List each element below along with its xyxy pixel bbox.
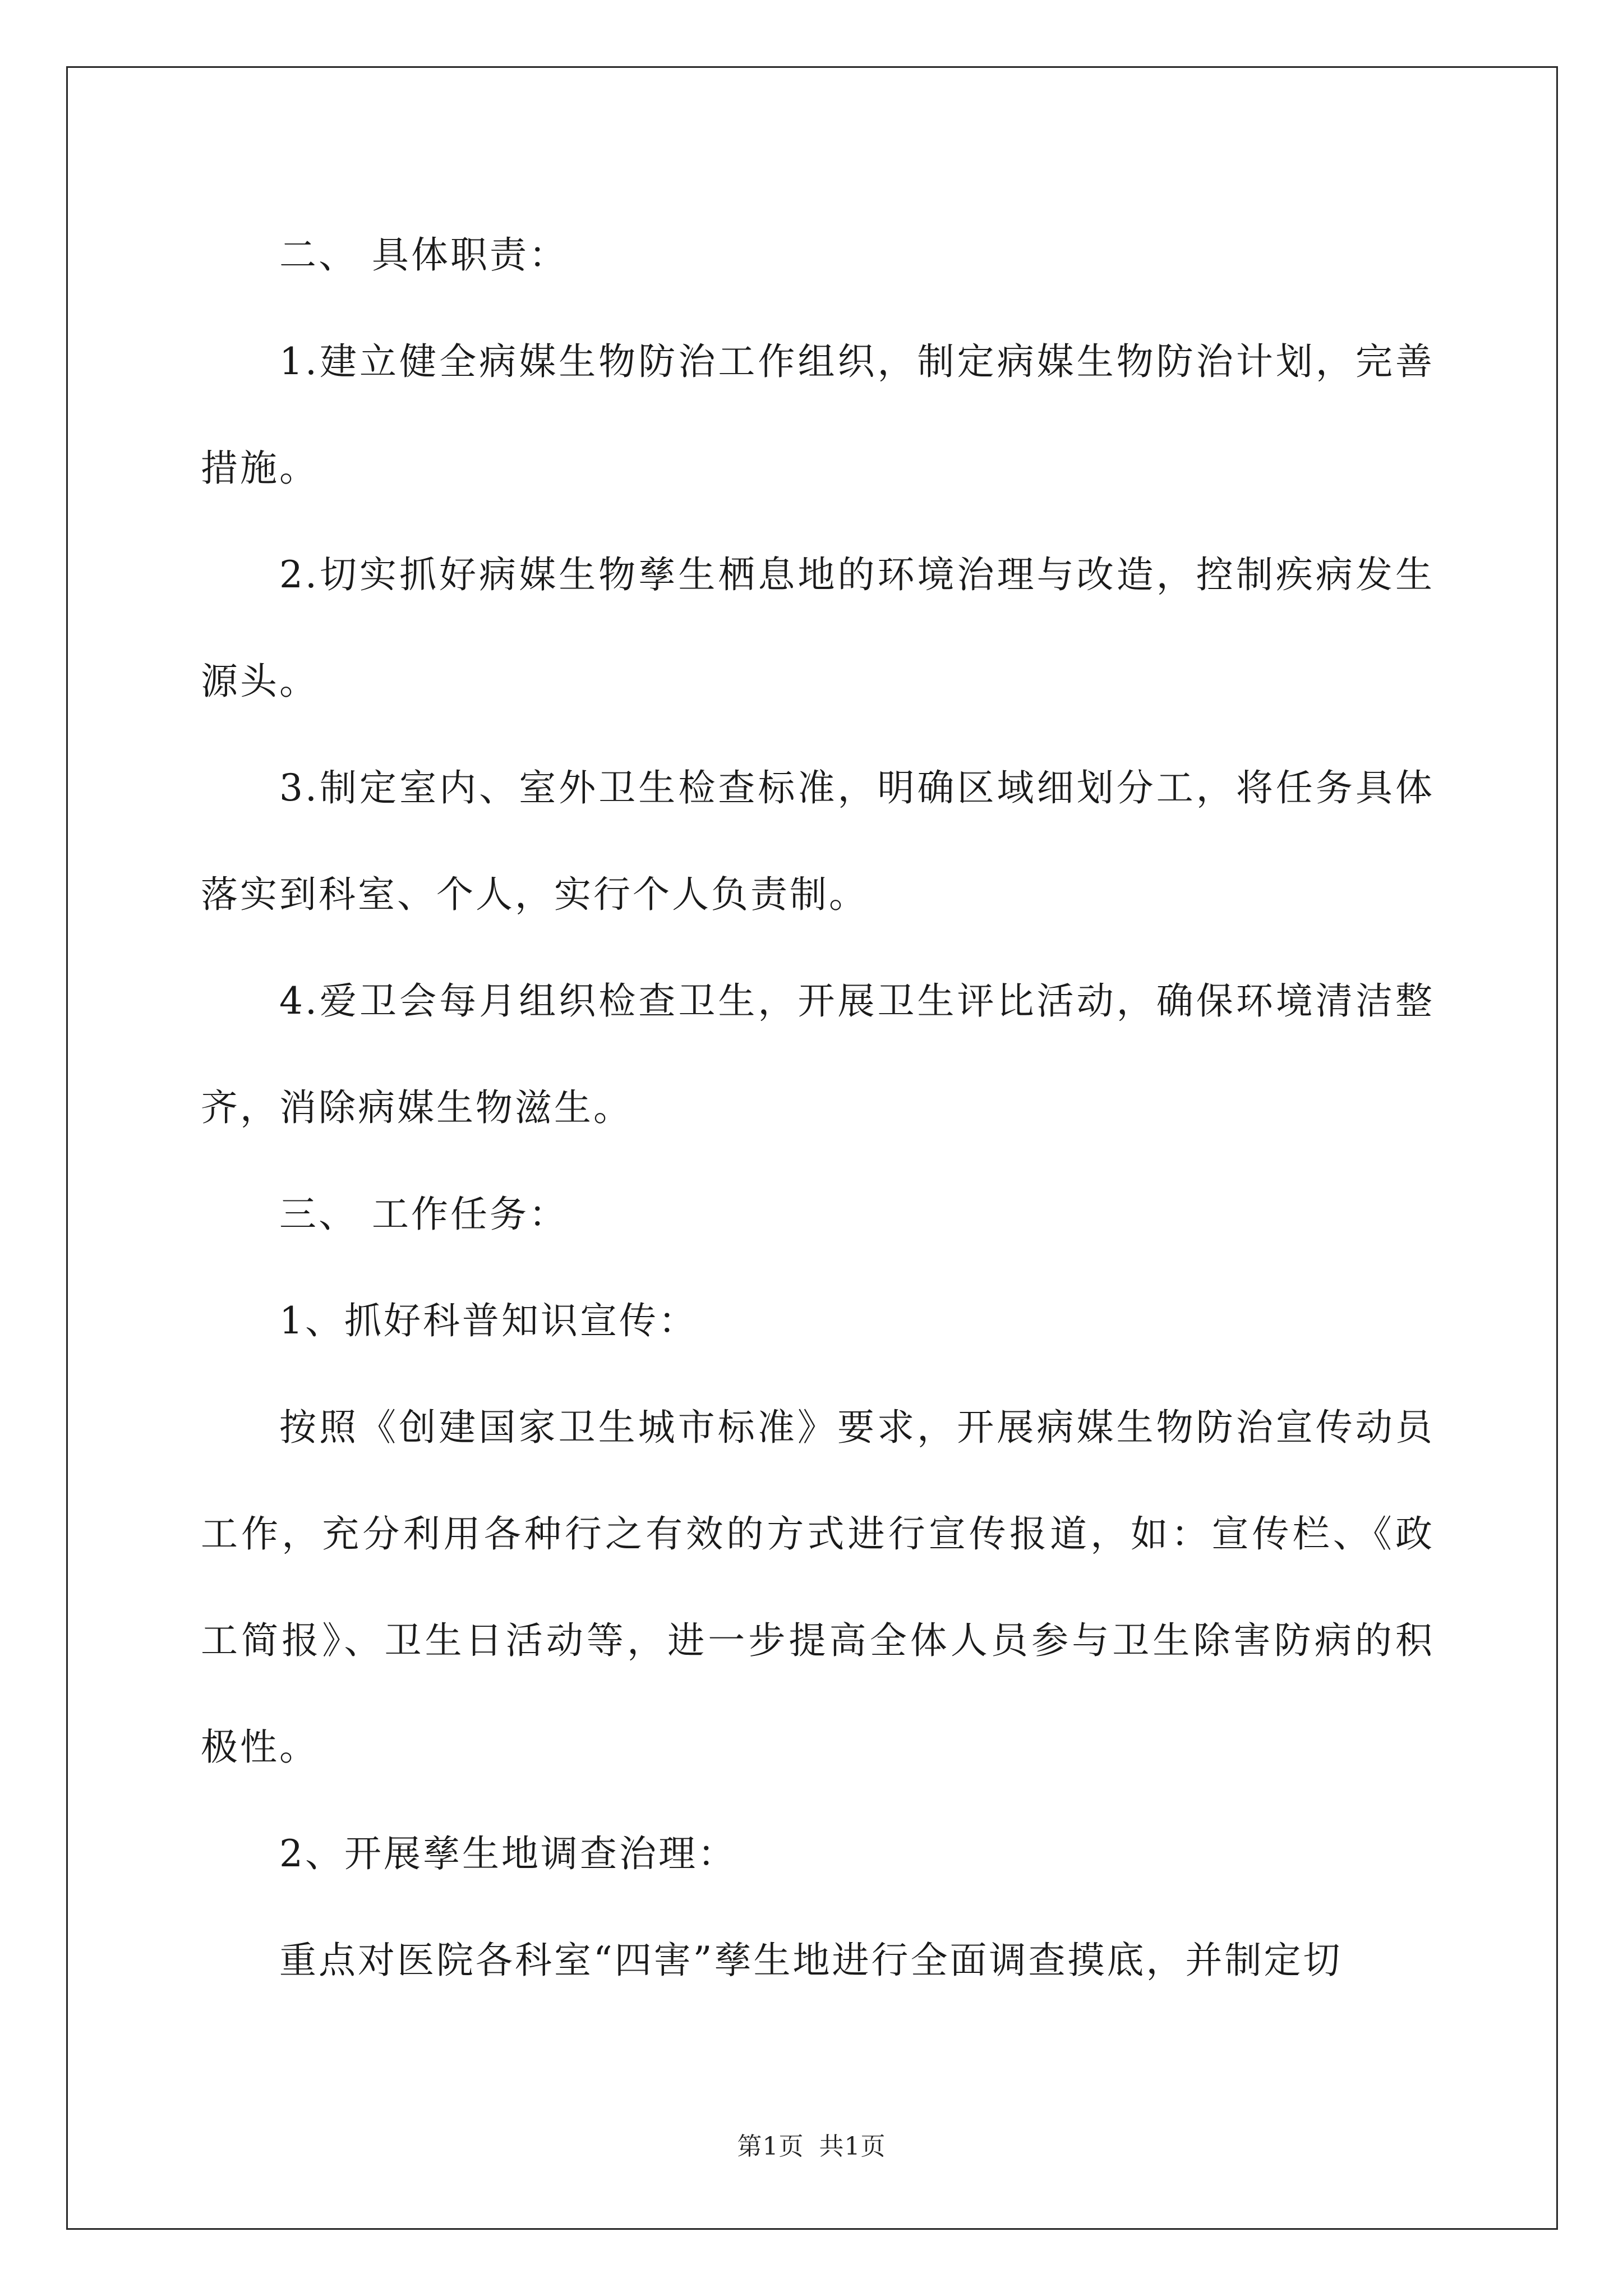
page-number-current: 第1页 bbox=[737, 2132, 804, 2161]
page-footer bbox=[0, 2126, 1623, 2162]
paragraph: 1.建立健全病媒生物防治工作组织，制定病媒生物防治计划，完善措施。 bbox=[201, 340, 1435, 490]
section-heading-tasks: 三、 工作任务： bbox=[279, 1193, 568, 1236]
paragraph: 重点对医院各科室“四害”孳生地进行全面调查摸底，并制定切 bbox=[279, 1939, 1343, 1982]
section-heading-duties: 二、 具体职责： bbox=[279, 233, 568, 277]
paragraph: 3.制定室内、室外卫生检查标准，明确区域细划分工，将任务具体落实到科室、个人，实行个人负责制。 bbox=[201, 766, 1435, 916]
paragraph: 按照《创建国家卫生城市标准》要求，开展病媒生物防治宣传动员工作，充分利用各种行之有效的方式进行宣传报道，如：宣传栏、《政工简报》、卫生日活动等，进一步提高全体人员参与卫生除害防病的积极性。 bbox=[201, 1406, 1435, 1769]
subheading: 2、开展孳生地调查治理： bbox=[279, 1832, 737, 1875]
paragraph: 2.切实抓好病媒生物孳生栖息地的环境治理与改造，控制疾病发生源头。 bbox=[201, 553, 1435, 703]
paragraph: 4.爱卫会每月组织检查卫生，开展卫生评比活动，确保环境清洁整齐，消除病媒生物滋生。 bbox=[201, 979, 1435, 1129]
document-body bbox=[201, 202, 1435, 2014]
page-number-total: 共1页 bbox=[819, 2132, 886, 2161]
subheading: 1、抓好科普知识宣传： bbox=[279, 1299, 698, 1342]
